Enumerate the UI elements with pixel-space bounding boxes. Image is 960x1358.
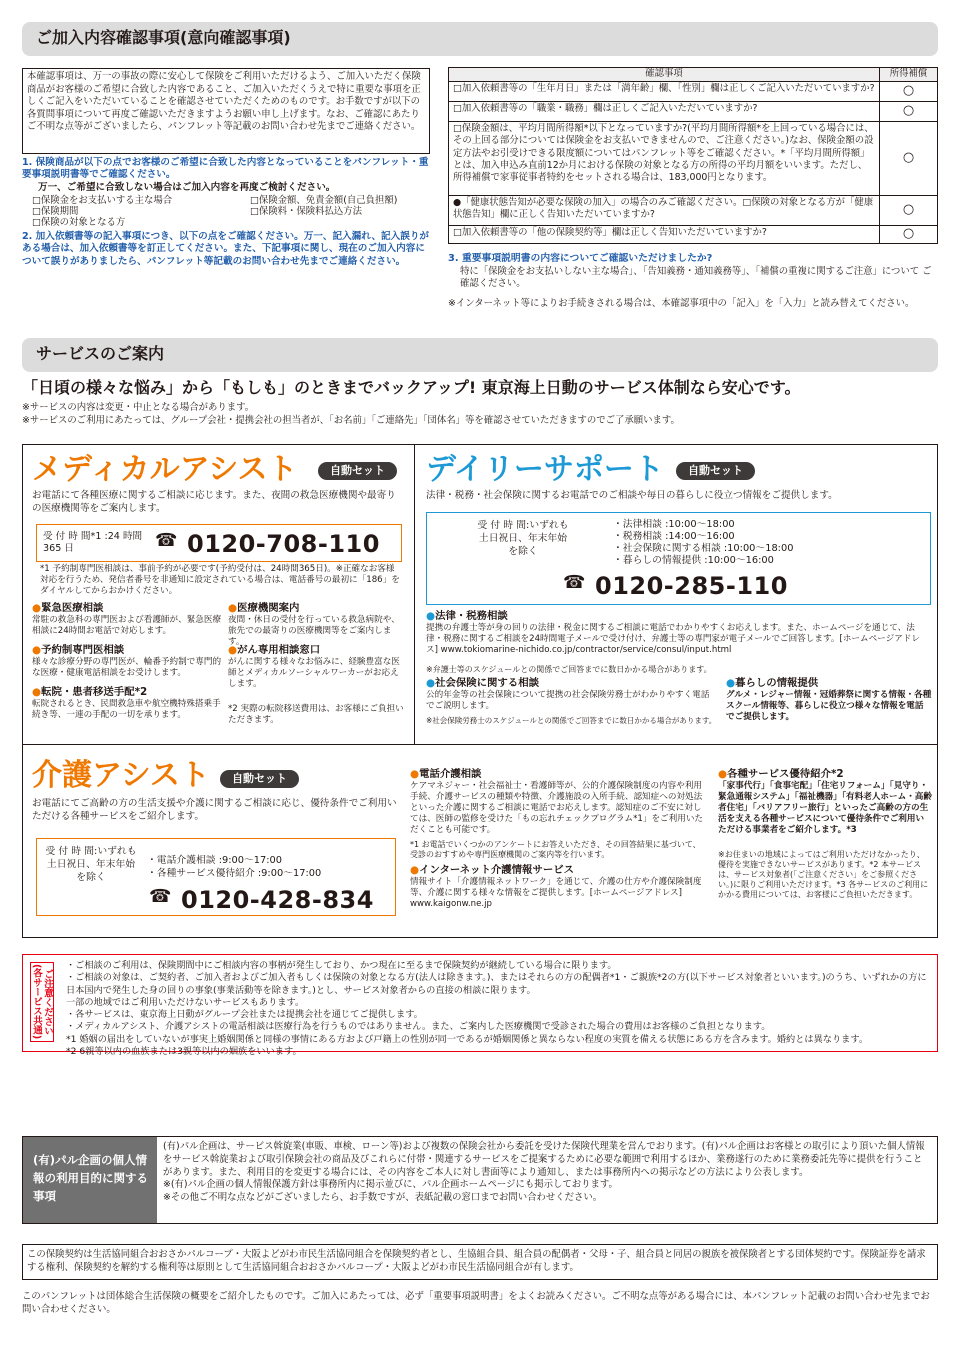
item1-check-1: □保険金をお支払いする主な場合 (32, 195, 173, 206)
medical-hours-box (36, 524, 402, 562)
medical-item-2-body: 様々な診療分野の専門医が、輪番予約制で専門的な医療・健康電話相談をお受けします。 (32, 657, 222, 678)
table-row-mark: ○ (880, 196, 938, 226)
care-pref-body: 「家事代行」「食事宅配」「住宅リフォーム」「見守り・緊急通報システム」「福祉機器」「有料老人ホーム・高齢者住宅」「バリアフリー旅行」といったご高齢の方の生活を支える各種サービスについて優待条件でご利用いただける事業者をご紹介します。*3 (718, 781, 932, 835)
care-title: 介護アシスト (32, 758, 210, 793)
privacy-text (157, 1137, 937, 1223)
item1-sub: 万一、ご希望に合致しない場合はご加入内容を再度ご検討ください。 (38, 182, 336, 193)
table-row-text: □加入依頼書等の「生年月日」または「満年齢」欄、「性別」欄は正しくご記入いただいていますか? (449, 82, 880, 102)
table-head-income: 所得補償 (880, 68, 938, 82)
medical-item-5-head: ● がん専用相談窓口 (228, 644, 320, 658)
care-schedule-1: ・電話介護相談 :9:00〜17:00 (147, 855, 283, 866)
daily-hours-label: 受 付 時 間:いずれも土日祝日、年末年始を除く (477, 520, 569, 557)
medical-item-4-head: ● 医療機関案内 (228, 602, 299, 616)
service-headline: 「日頃の様々な悩み」から「もしも」のときまでバックアップ! 東京海上日動のサービス体制なら安心です。 (22, 378, 801, 397)
caution-label: ご注意ください(各サービス共通) (30, 962, 54, 1042)
care-phone: 0120-428-834 (181, 886, 374, 914)
medical-hours-label: 受 付 時 間*1 :24 時間 365 日 (43, 531, 143, 554)
caution-line: *2 6親等以内の血族または3親等以内の姻族をいいます。 (66, 1046, 302, 1058)
service-note-2: ※サービスのご利用にあたっては、グループ会社・提携会社の担当者が、「お名前」「ご連絡先」「団体名」等を確認させていただきますのでご了承願います。 (22, 415, 680, 426)
care-auto-badge: 自動セット (220, 770, 299, 788)
daily-schedule-3: ・社会保険に関する相談 :10:00〜18:00 (613, 543, 794, 554)
table-row-mark: ○ (880, 226, 938, 244)
daily-schedule-2: ・税務相談 :14:00〜16:00 (613, 531, 735, 542)
care-hours-box (36, 838, 396, 916)
divider-horizontal (22, 744, 938, 745)
daily-auto-badge: 自動セット (676, 462, 755, 480)
item3-body: 特に「保険金をお支払いしない主な場合」、「告知義務・通知義務等」、「補償の重複に関するご注意」について ご確認ください。 (460, 266, 932, 289)
section-title-confirmation: ご加入内容確認事項(意向確認事項) (22, 22, 938, 56)
item3-heading: 3. 重要事項説明書の内容についてご確認いただけましたか? (448, 253, 713, 264)
item1-check-5: □保険の対象となる方 (32, 217, 126, 228)
medical-hours-note: *1 予約制専門医相談は、事前予約が必要です(予約受付は、24時間365日)。※正確なお客様対応を行うため、発信者番号を非通知に設定されている場合は、電話番号の最初に「186」をダイヤルしてからおかけください。 (40, 564, 400, 596)
confirmation-table (448, 67, 938, 244)
table-row-text: ●「健康状態告知が必要な保険の加入」の場合のみご確認ください。□保険の対象となる方が「健康状態告知」欄に正しく告知いただいていますか? (449, 196, 880, 226)
table-head-item: 確認事項 (449, 68, 880, 82)
caution-line: ・各サービスは、東京海上日動がグループ会社または提携会社を通じてご提供します。 (66, 1009, 423, 1021)
divider-vertical (414, 444, 415, 744)
medical-auto-badge: 自動セット (318, 462, 397, 480)
daily-law-body: 提携の弁護士等が身の回りの法律・税金に関するご相談に電話でわかりやすくお応えします。また、ホームページを通じて、法律・税務に関するご相談を24時間電子メールで受け付け、弁護士等の専門家が電子メールでご回答します。[ホームページアドレス] www.tokiomarine-nichido.co.jp/contractor/service/consul/input.html (426, 623, 920, 655)
table-row-text: □保険金額は、平均月間所得額*以下となっていますか?(平均月間所得額*を上回っている場合には、その上回る部分については保険金をお支払いできませんので、ご注意ください。)なお、保険金額の設定方法やお引受けできる限度額についてはパンフレット等をご確認ください。*「平均月間所得額」とは、加入申込み直前12か月における保険の対象となる方の所得の平均月額をいいます。ただし、所得補償で家事従事者特約をセットされる場合は、183,000円となります。 (449, 122, 880, 196)
privacy-label: (有)パル企画の個人情報の利用目的に関する事項 (23, 1137, 157, 1223)
care-phone-head: ● 電話介護相談 (410, 768, 481, 782)
table-row-text: □加入依頼書等の「他の保険契約等」欄は正しく告知いただいていますか? (449, 226, 880, 244)
care-schedule-2: ・各種サービス優待紹介 :9:00〜17:00 (147, 868, 322, 879)
caution-line: 一部の地域ではご利用いただけないサービスもあります。 (66, 996, 305, 1008)
item2-text: 2. 加入依頼書等の記入事項につき、以下の点をご確認ください。万一、記入漏れ、記入誤りがある場合は、加入依頼書等を訂正してください。また、下記事項に関し、現在のご加入内容について誤りがありましたら、パンフレット等記載のお問い合わせ先までご連絡ください。 (22, 231, 430, 267)
table-row-mark: ○ (880, 102, 938, 122)
medical-item-1-body: 常駐の救急科の専門医および看護師が、緊急医療相談に24時間お電話で対応します。 (32, 615, 222, 636)
medical-item-3-body: 転院されるとき、民間救急車や航空機特殊搭乗手続き等、一連の手配の一切を承ります。 (32, 699, 221, 720)
privacy-line: ※その他ご不明な点などがございましたら、お手数ですが、表紙記載の窓口までお問い合わせください。 (163, 1192, 603, 1204)
caution-line: ・ご相談のご利用は、保険期間中にご相談内容の事柄が発生しており、かつ現在に至るまで保険契約が継続している場合に限ります。 (66, 960, 617, 971)
daily-schedule-1: ・法律相談 :10:00〜18:00 (613, 519, 735, 530)
daily-social-note: ※社会保険労務士のスケジュールとの関係でご回答までに数日かかる場合があります。 (426, 716, 717, 725)
medical-item-5-body: がんに関する様々なお悩みに、経験豊富な医師とメディカルソーシャルワーカーがお応えします。 (228, 657, 400, 689)
medical-item-3-head: ● 転院・患者移送手配*2 (32, 686, 147, 700)
item1-heading: 1. 保険商品が以下の点でお客様のご希望に合致した内容となっていることをパンフレット・重要事項説明書等でご確認ください。 (22, 157, 429, 180)
medical-desc: お電話にて各種医療に関するご相談に応じます。また、夜間の救急医療機関や最寄りの医療機関等をご案内します。 (32, 490, 396, 514)
daily-schedule-4: ・暮らしの情報提供 :10:00〜16:00 (613, 555, 774, 566)
free-dial-icon: ☎ (563, 572, 586, 593)
item1-check-3: □保険期間 (32, 206, 79, 217)
daily-law-head: ● 法律・税務相談 (426, 610, 508, 624)
daily-phone: 0120-285-110 (595, 572, 788, 600)
care-hours-label: 受 付 時 間:いずれも土日祝日、年末年始を除く (45, 846, 137, 883)
daily-social-head: ● 社会保険に関する相談 (426, 677, 539, 691)
care-net-body: 情報サイト「介護情報ネットワーク」を通じて、介護の仕方や介護保険制度等、介護に関する様々な情報をご提供します。[ホームページアドレス] www.kaigonw.ne.jp (410, 877, 702, 909)
item1-check-2: □保険金額、免責金額(自己負担額) (250, 195, 398, 206)
medical-phone: 0120-708-110 (187, 530, 380, 558)
daily-life-head: ● 暮らしの情報提供 (726, 677, 818, 691)
table-row-text: □加入依頼書等の「職業・職務」欄は正しくご記入いただいていますか? (449, 102, 880, 122)
daily-hours-box (426, 512, 931, 605)
privacy-line: (有)パル企画は、サービス斡旋業(車販、車検、ローン等)および複数の保険会社から委託を受けた保険代理業を営んでおります。(有)パル企画はお客様との取引により頂いた個人情報をサービス斡旋業および取引保険会社の商品及びこれらに付帯・関連するサービスをご提案するために必要な範囲で利用するほか、業務遂行のために業務委託先等に提供を行うことがあります。また、利用目的を変更する場合には、その内容をご本人に対し書面等により通知し、または事務所内への掲示などの方法により公表します。 (163, 1141, 925, 1178)
privacy-line: ※(有)パル企画の個人情報保護方針は事務所内に掲示並びに、パル企画ホームページにも掲示しております。 (163, 1179, 618, 1191)
care-phone-body: ケアマネジャー・社会福祉士・看護師等が、公的介護保険制度の内容や利用手続、介護サービスの種類や特徴、介護施設の入所手続、認知症への対処法といった介護に関するご相談に電話でお応えします。認知症のご不安に対しては、医師の監修を受けた「もの忘れチェックプログラム*1」をご利用いただくことも可能です。 (410, 781, 704, 835)
medical-item-4-body: 夜間・休日の受付を行っている救急病院や、旅先での最寄りの医療機関等をご案内します。 (228, 615, 400, 647)
medical-item-2-head: ● 予約制専門医相談 (32, 644, 124, 658)
free-dial-icon: ☎ (155, 530, 178, 551)
medical-footnote: *2 実際の転院移送費用は、お客様にご負担いただきます。 (228, 704, 404, 725)
care-pref-note: ※お住まいの地域によってはご利用いただけなかったり、優待を実施できないサービスがあります。*2 本サービスは、サービス対象者(「ご注意ください」をご参照ください。)に限りご利用いただけます。*3 各サービスのご利用にかかる費用については、お客様にご負担いただきます。 (718, 850, 929, 899)
medical-title: メディカルアシスト (32, 452, 298, 487)
caution-line: ・メディカルアシスト、介護アシストの電話相談は医療行為を行うものではありません。また、ご案内した医療機関で受診された場合の費用はお客様のご負担となります。 (66, 1021, 771, 1033)
confirmation-intro: 本確認事項は、万一の事故の際に安心して保険をご利用いただけるよう、ご加入いただく保険商品がお客様のご希望に合致した内容であること、ご加入いただくうえで特に重要な事項を正しくご記入をいただいていることを確認させていただくためのものです。お手数ですが以下の各質問事項について再度ご確認いただきますようお願い申し上げます。なお、ご確認にあたりご不明な点等がございましたら、パンフレット等記載のお問い合わせ先までご連絡ください。 (22, 68, 430, 154)
free-dial-icon: ☎ (149, 886, 172, 907)
care-pref-head: ● 各種サービス優待紹介*2 (718, 768, 844, 782)
medical-item-1-head: ● 緊急医療相談 (32, 602, 103, 616)
table-row-mark: ○ (880, 82, 938, 102)
item1-check-4: □保険料・保険料払込方法 (250, 206, 362, 217)
daily-life-body: グルメ・レジャー情報・冠婚葬祭に関する情報・各種スクール情報等、暮らしに役立つ様々な情報を電話でご提供します。 (726, 690, 932, 722)
care-net-head: ● インターネット介護情報サービス (410, 864, 574, 878)
service-note-1: ※サービスの内容は変更・中止となる場合があります。 (22, 402, 255, 413)
daily-title: デイリーサポート (426, 452, 664, 487)
daily-desc: 法律・税務・社会保険に関するお電話でのご相談や毎日の暮らしに役立つ情報をご提供します。 (426, 490, 838, 501)
caution-text (66, 960, 934, 1058)
caution-line: ・ご相談の対象は、ご契約者、ご加入者およびご加入者もしくは保険の対象となる方(法人は除きます。)、またはそれらの方の配偶者*1・ご親族*2の方(以下サービス対象者といいます。)のうち、いずれかの方に日本国内で発生した身の回りの事象(事業活動等を除きます。)とし、サービス対象者からの直接の相談に限ります。 (66, 972, 927, 996)
section-title-service: サービスのご案内 (22, 338, 938, 372)
privacy-box (22, 1136, 938, 1224)
contract-note: この保険契約は生活協同組合おおさかパルコープ・大阪よどがわ市民生活協同組合を保険契約者とし、生協組合員、組合員の配偶者・父母・子、組合員と同居の親族を被保険者とする団体契約です。保険証券を請求する権利、保険契約を解約する権利等は原則として生活協同組合おおさかパルコープ・大阪よどがわ市民生活協同組合が有します。 (22, 1244, 938, 1280)
pamphlet-note: このパンフレットは団体総合生活保険の概要をご紹介したものです。ご加入にあたっては、必ず「重要事項説明書」をよくお読みください。ご不明な点等がある場合には、本パンフレット記載のお問い合わせ先までお問い合わせください。 (22, 1291, 930, 1315)
daily-law-note: ※弁護士等のスケジュールとの関係でご回答までに数日かかる場合があります。 (426, 665, 712, 674)
table-row-mark: ○ (880, 122, 938, 196)
care-desc: お電話にてご高齢の方の生活支援や介護に関するご相談に応じ、優待条件でご利用いただける各種サービスをご紹介します。 (32, 798, 397, 822)
internet-note: ※インターネット等によりお手続きされる場合は、本確認事項中の「記入」を「入力」と読み替えてください。 (448, 298, 915, 309)
daily-social-body: 公的年金等の社会保険について提携の社会保険労務士がわかりやすく電話でご説明します。 (426, 690, 710, 711)
care-phone-note: *1 お電話でいくつかのアンケートにお答えいただき、その回答結果に基づいて、受診のおすすめや専門医療機関のご案内等を行います。 (410, 840, 701, 859)
caution-line: *1 婚姻の届出をしていないが事実上婚姻関係と同様の事情にある方および戸籍上の性別が同一であるが婚姻関係と異ならない程度の実質を備える状態にある方を含みます。婚約とは異なります。 (66, 1033, 869, 1045)
